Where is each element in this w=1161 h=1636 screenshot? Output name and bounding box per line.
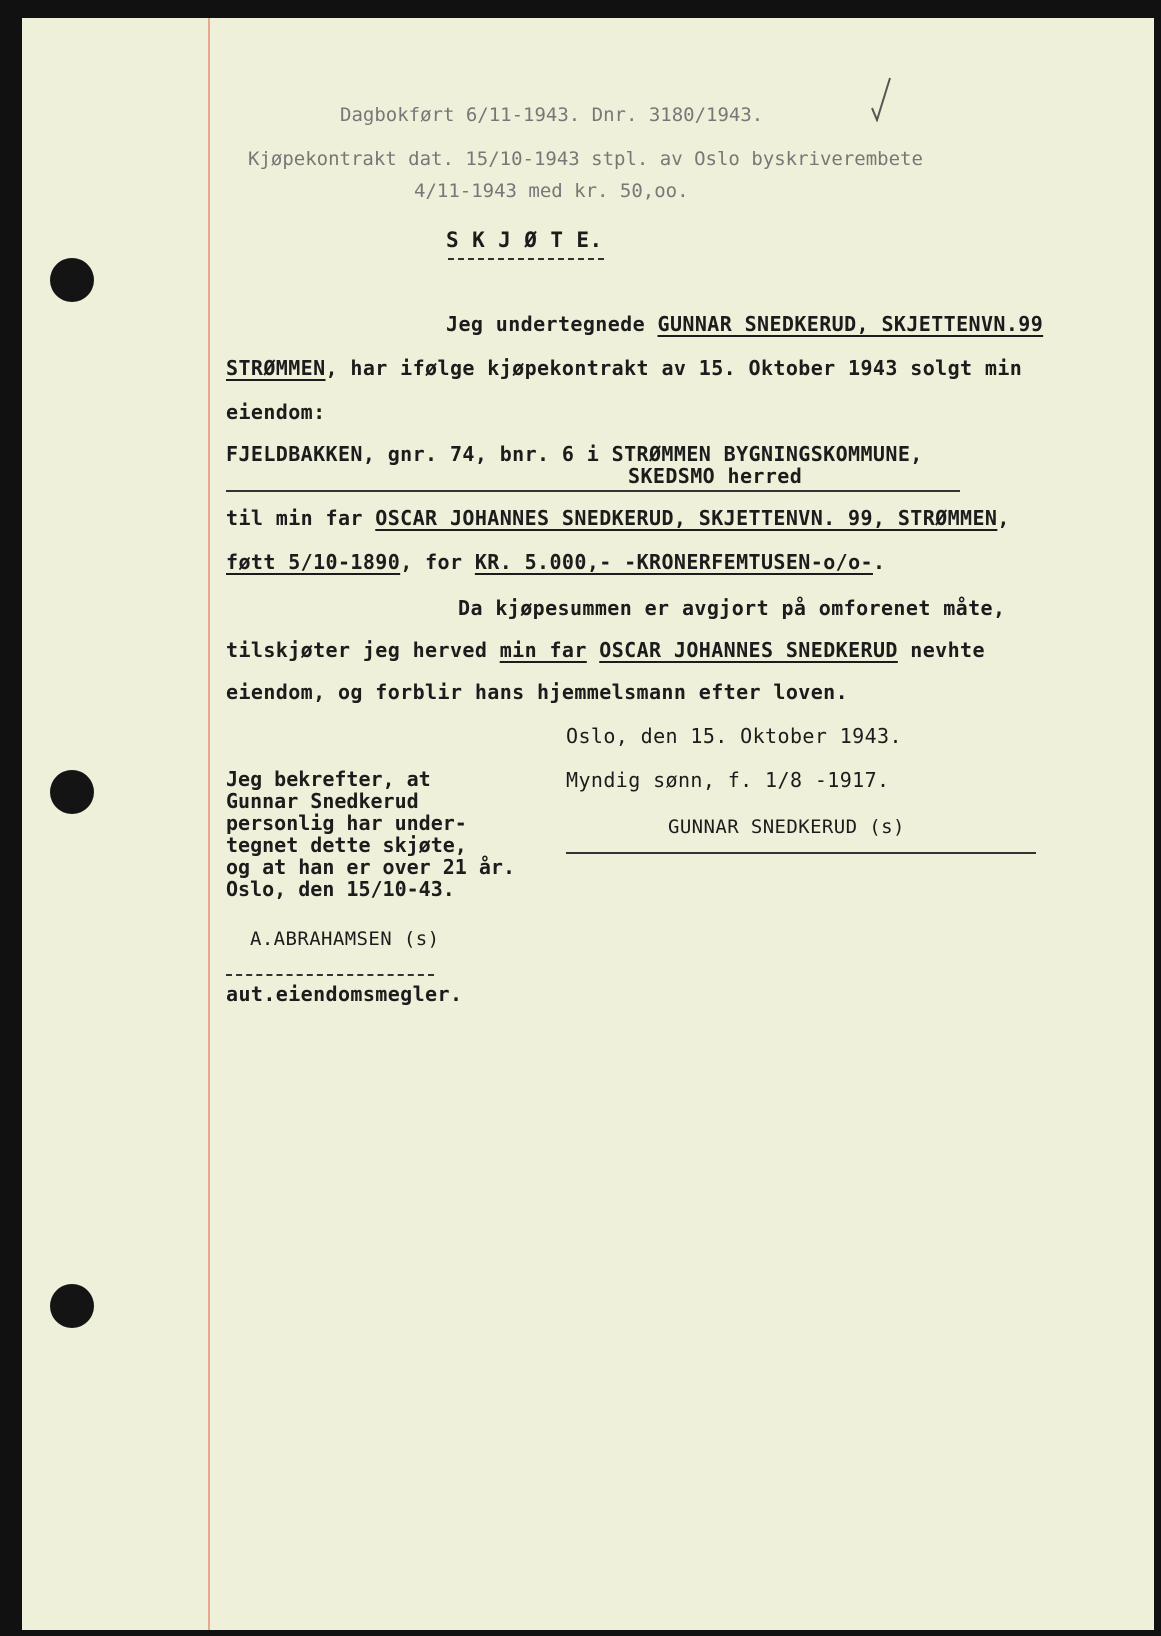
para1-line2 [226, 358, 1022, 378]
punch-hole [50, 770, 94, 814]
para3-line1: Da kjøpesummen er avgjort på omforenet måte, [458, 596, 1006, 620]
buyer-name: OSCAR JOHANNES SNEDKERUD, SKJETTENVN. 99, STRØMMEN [375, 506, 998, 530]
punch-hole [50, 1284, 94, 1328]
witness-signature-line [226, 974, 434, 976]
margin-line [208, 18, 210, 1630]
witness-line: og at han er over 21 år. [226, 855, 515, 879]
witness-statement [226, 768, 515, 900]
signature-line [566, 852, 1036, 854]
document-title: S K J Ø T E. [446, 228, 603, 252]
text: . [872, 550, 886, 574]
witness-line: tegnet dette skjøte, [226, 833, 467, 857]
para3-line2 [226, 640, 985, 660]
para1-line1 [446, 314, 1043, 334]
witness-line: Jeg bekrefter, at [226, 767, 431, 791]
witness-line: Gunnar Snedkerud [226, 789, 419, 813]
signing-date: Oslo, den 15. Oktober 1943. [566, 724, 902, 748]
checkmark-icon [870, 76, 892, 122]
text [587, 638, 599, 662]
witness-line: Oslo, den 15/10-43. [226, 877, 455, 901]
text: til min far [226, 506, 376, 530]
punch-hole [50, 258, 94, 302]
text: , for [400, 550, 475, 574]
buyer-name-ref: OSCAR JOHANNES SNEDKERUD [599, 638, 898, 662]
witness-signature: A.ABRAHAMSEN (s) [250, 928, 440, 950]
registration-line-3: 4/11-1943 med kr. 50,oo. [414, 180, 689, 202]
property-line-1: FJELDBAKKEN, gnr. 74, bnr. 6 i STRØMMEN BYGNINGSKOMMUNE, [226, 442, 923, 466]
text: tilskjøter jeg herved [226, 638, 500, 662]
registration-line-2: Kjøpekontrakt dat. 15/10-1943 stpl. av Oslo byskriverembete [248, 148, 923, 170]
seller-town: STRØMMEN [226, 356, 326, 380]
text: , har ifølge kjøpekontrakt av 15. Oktober 1943 solgt min [325, 356, 1023, 380]
property-line-2: SKEDSMO herred [628, 464, 803, 488]
relation: min far [499, 638, 587, 662]
para2-line1 [226, 508, 1010, 528]
para2-line2 [226, 552, 885, 572]
property-underline [226, 490, 960, 492]
text: Jeg undertegnede [446, 312, 658, 336]
document-page [22, 18, 1154, 1630]
registration-line-1: Dagbokført 6/11-1943. Dnr. 3180/1943. [340, 104, 764, 126]
buyer-birthdate: føtt 5/10-1890 [226, 550, 401, 574]
title-underline [448, 258, 604, 260]
para1-line3: eiendom: [226, 400, 326, 424]
text: nevhte [897, 638, 985, 662]
witness-line: personlig har under- [226, 811, 467, 835]
seller-signature: GUNNAR SNEDKERUD (s) [668, 816, 905, 838]
para3-line3: eiendom, og forblir hans hjemmelsmann efter loven. [226, 680, 849, 704]
majority-note: Myndig sønn, f. 1/8 -1917. [566, 768, 890, 792]
text: , [997, 506, 1010, 530]
seller-name: GUNNAR SNEDKERUD, SKJETTENVN.99 [657, 312, 1044, 336]
price: KR. 5.000,- -KRONERFEMTUSEN-o/o- [474, 550, 873, 574]
witness-title: aut.eiendomsmegler. [226, 982, 463, 1006]
